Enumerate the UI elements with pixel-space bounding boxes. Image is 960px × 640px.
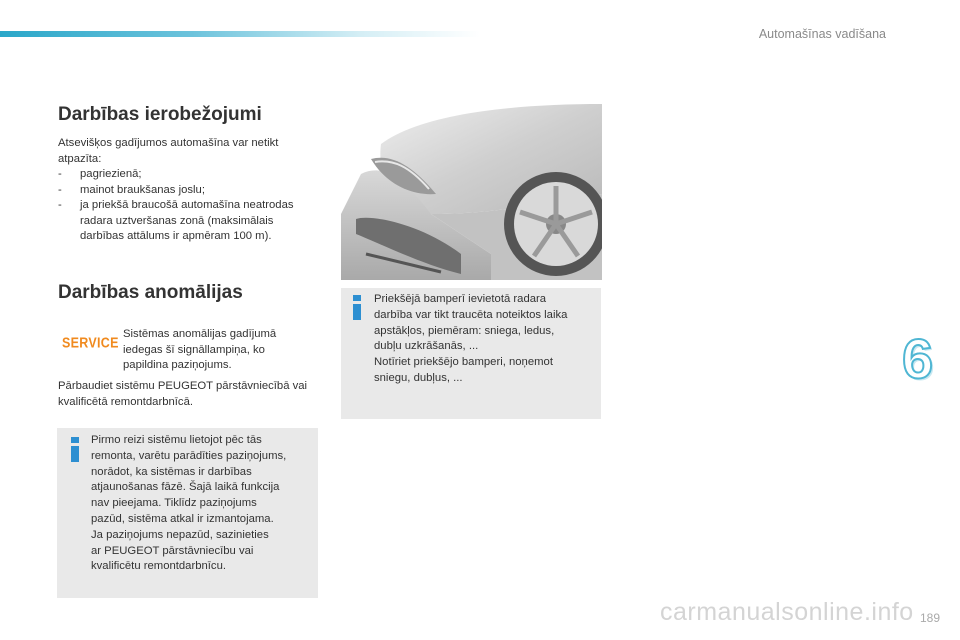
list-item [58,183,320,199]
info-text [374,292,596,387]
service-text: Sistēmas anomālijas gadījumā iedegas šī signāllampiņa, ko papildina paziņojums. [123,328,277,371]
info-icon [71,437,79,462]
service-warning-icon: SERVICE [62,334,119,352]
list-bullet: - [58,183,62,196]
info-line: dubļu uzkrāšanās, ... [374,340,479,353]
limits-intro: Atsevišķos gadījumos automašīna var netikt atpazīta: [58,137,279,165]
car-front-image [341,104,602,280]
chapter-number: 6 [902,327,934,390]
info-line: Pirmo reizi sistēmu lietojot pēc tās [91,434,262,446]
info-line: darbība var tikt traucēta noteiktos laika [374,308,568,321]
list-bullet: - [58,168,62,180]
section-title: Automašīnas vadīšana [758,27,886,41]
info-line: sniegu, dubļus, ... [374,371,463,384]
info-line: apstākļos, piemēram: sniega, ledus, [374,324,555,337]
anomalies-heading: Darbības anomālijas [58,282,243,303]
list-item-text: mainot braukšanas joslu; [80,183,205,196]
list-item-text: pagriezienā; [80,168,142,180]
info-line: norādot, ka sistēmas ir darbības [91,465,252,478]
list-item [58,167,320,183]
info-line: atjaunošanas fāzē. Šajā laikā funkcija [91,481,280,494]
watermark-text: carmanualsonline.info [660,598,914,626]
info-text [91,433,313,575]
car-illustration [341,104,602,280]
info-line: Ja paziņojums nepazūd, sazinieties [91,528,269,541]
info-icon [353,295,361,320]
info-line: kvalificētu remontdarbnīcu. [91,560,227,573]
info-line: nav pieejama. Tiklīdz paziņojums [91,497,257,510]
info-line: remonta, varētu parādīties paziņojums, [91,449,287,462]
info-box-left [57,428,318,598]
info-box-right [341,288,601,419]
info-line: Notīriet priekšējo bamperi, noņemot [374,356,553,369]
list-bullet: - [58,199,62,211]
page-number: 189 [919,611,940,625]
header-accent-bar [0,31,480,37]
list-item [58,198,320,245]
limits-list [58,167,320,245]
info-line: pazūd, sistēma atkal ir izmantojama. [91,512,274,525]
check-text: Pārbaudiet sistēmu PEUGEOT pārstāvniecībā vai kvalificētā remontdarbnīcā. [58,380,308,408]
info-line: ar PEUGEOT pārstāvniecību vai [91,544,254,557]
list-item-text: ja priekšā braucošā automašīna neatrodas radara uztveršanas zonā (maksimālais darbības attālums ir apmēram 100 m). [80,199,294,242]
limits-heading: Darbības ierobežojumi [58,104,262,125]
info-line: Priekšējā bamperī ievietotā radara [374,293,547,305]
